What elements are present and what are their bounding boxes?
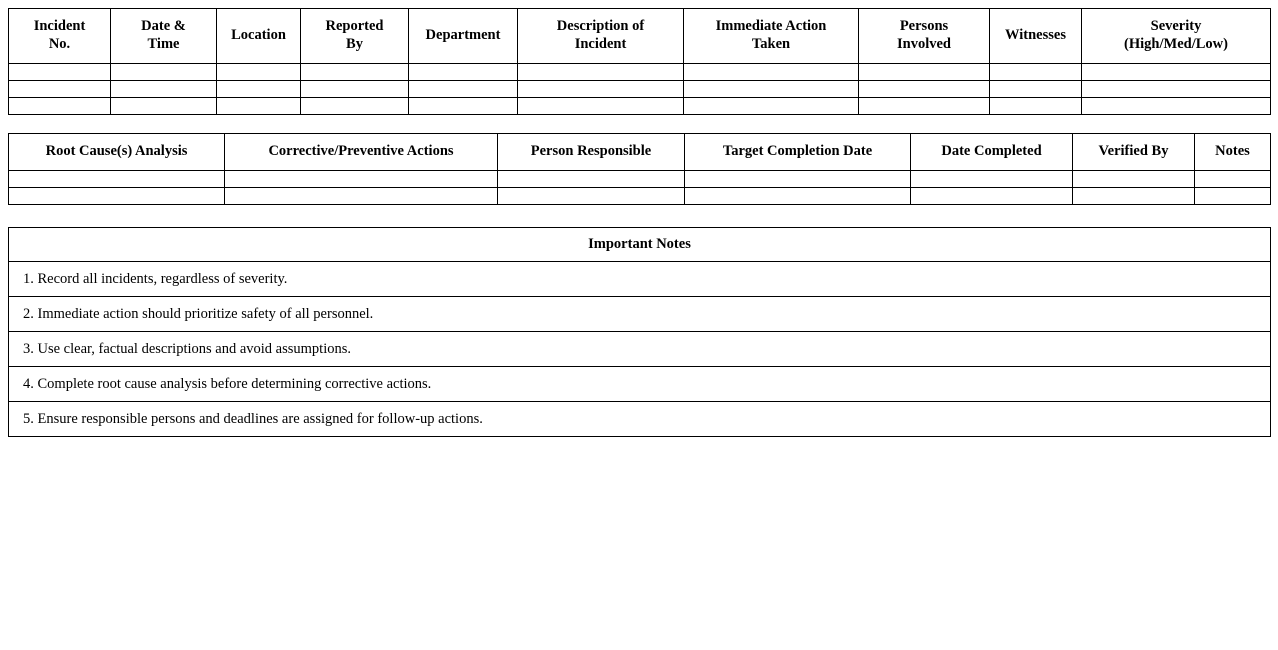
cell-persons-involved[interactable]: [859, 64, 990, 81]
cell-immediate-action[interactable]: [684, 64, 859, 81]
rootcause-col-notes: Notes: [1195, 134, 1271, 171]
incident-col-description: [518, 9, 684, 64]
cell-location[interactable]: [217, 81, 301, 98]
list-item: [9, 402, 1271, 437]
cell-description[interactable]: [518, 98, 684, 115]
cell-persons-involved[interactable]: [859, 98, 990, 115]
notes-header-row: [9, 228, 1271, 262]
rootcause-col-person-responsible: Person Responsible: [498, 134, 685, 171]
cell-root-cause[interactable]: [9, 188, 225, 205]
header-line-1: Location: [231, 27, 286, 44]
rootcause-header-row: [9, 134, 1271, 171]
cell-root-cause[interactable]: [9, 171, 225, 188]
rootcause-col-corrective-actions: Corrective/Preventive Actions: [225, 134, 498, 171]
cell-location[interactable]: [217, 64, 301, 81]
form-sheet: [8, 8, 1270, 437]
cell-incident-no[interactable]: [9, 81, 111, 98]
incident-col-witnesses: [990, 9, 1082, 64]
note-item-5: 5. Ensure responsible persons and deadlines are assigned for follow-up actions.: [9, 402, 1271, 437]
cell-department[interactable]: [409, 64, 518, 81]
header-line-1: Description of: [556, 18, 645, 35]
incident-col-reported-by: [301, 9, 409, 64]
header-line-2: Involved: [897, 36, 951, 52]
header-line-1: Persons: [899, 18, 949, 35]
cell-persons-involved[interactable]: [859, 81, 990, 98]
incident-col-severity: [1082, 9, 1271, 64]
list-item: [9, 332, 1271, 367]
header-line-2: Incident: [574, 36, 627, 52]
cell-incident-no[interactable]: [9, 98, 111, 115]
header-line-1: Severity: [1150, 18, 1202, 35]
header-line-1: Incident: [33, 18, 86, 35]
section-spacer: [8, 115, 1270, 133]
cell-witnesses[interactable]: [990, 98, 1082, 115]
header-line-2: Taken: [751, 36, 791, 52]
cell-date-completed[interactable]: [911, 188, 1073, 205]
cell-notes[interactable]: [1195, 171, 1271, 188]
important-notes-table: [8, 227, 1271, 437]
cell-description[interactable]: [518, 64, 684, 81]
rootcause-col-date-completed: Date Completed: [911, 134, 1073, 171]
cell-verified-by[interactable]: [1073, 188, 1195, 205]
note-item-4: 4. Complete root cause analysis before determining corrective actions.: [9, 367, 1271, 402]
incident-col-persons-involved: [859, 9, 990, 64]
incident-col-incident-no: [9, 9, 111, 64]
cell-verified-by[interactable]: [1073, 171, 1195, 188]
rootcause-col-target-completion-date: Target Completion Date: [685, 134, 911, 171]
header-line-2: Time: [147, 36, 180, 52]
cell-target-completion-date[interactable]: [685, 171, 911, 188]
cell-date-time[interactable]: [111, 98, 217, 115]
cell-date-time[interactable]: [111, 64, 217, 81]
table-row: [9, 98, 1271, 115]
cell-incident-no[interactable]: [9, 64, 111, 81]
cell-reported-by[interactable]: [301, 98, 409, 115]
list-item: [9, 262, 1271, 297]
header-line-2: By: [346, 36, 363, 52]
rootcause-col-verified-by: Verified By: [1073, 134, 1195, 171]
cell-person-responsible[interactable]: [498, 171, 685, 188]
incident-col-location: [217, 9, 301, 64]
table-row: [9, 64, 1271, 81]
incident-header-row: [9, 9, 1271, 64]
header-line-2: (High/Med/Low): [1124, 36, 1228, 52]
table-row: [9, 188, 1271, 205]
cell-date-time[interactable]: [111, 81, 217, 98]
header-line-1: Date &: [141, 18, 186, 35]
incident-log-table: [8, 8, 1271, 115]
cell-department[interactable]: [409, 81, 518, 98]
table-row: [9, 171, 1271, 188]
cell-target-completion-date[interactable]: [685, 188, 911, 205]
incident-col-immediate-action: [684, 9, 859, 64]
cell-immediate-action[interactable]: [684, 98, 859, 115]
table-row: [9, 81, 1271, 98]
cell-reported-by[interactable]: [301, 81, 409, 98]
note-item-1: 1. Record all incidents, regardless of severity.: [9, 262, 1271, 297]
header-line-1: Department: [425, 27, 501, 44]
header-line-1: Reported: [325, 18, 384, 35]
cell-severity[interactable]: [1082, 98, 1271, 115]
cell-severity[interactable]: [1082, 64, 1271, 81]
section-spacer: [8, 205, 1270, 227]
cell-immediate-action[interactable]: [684, 81, 859, 98]
root-cause-table: [8, 133, 1271, 205]
cell-date-completed[interactable]: [911, 171, 1073, 188]
cell-corrective-actions[interactable]: [225, 188, 498, 205]
incident-col-date-time: [111, 9, 217, 64]
header-line-2: No.: [48, 36, 71, 52]
rootcause-col-root-cause: Root Cause(s) Analysis: [9, 134, 225, 171]
header-line-1: Immediate Action: [715, 18, 827, 35]
cell-location[interactable]: [217, 98, 301, 115]
list-item: [9, 367, 1271, 402]
cell-department[interactable]: [409, 98, 518, 115]
note-item-2: 2. Immediate action should prioritize safety of all personnel.: [9, 297, 1271, 332]
incident-col-department: [409, 9, 518, 64]
cell-person-responsible[interactable]: [498, 188, 685, 205]
list-item: [9, 297, 1271, 332]
cell-severity[interactable]: [1082, 81, 1271, 98]
cell-witnesses[interactable]: [990, 81, 1082, 98]
header-line-1: Witnesses: [1005, 27, 1066, 44]
cell-corrective-actions[interactable]: [225, 171, 498, 188]
cell-description[interactable]: [518, 81, 684, 98]
note-item-3: 3. Use clear, factual descriptions and avoid assumptions.: [9, 332, 1271, 367]
important-notes-heading: Important Notes: [9, 228, 1271, 262]
cell-witnesses[interactable]: [990, 64, 1082, 81]
cell-notes[interactable]: [1195, 188, 1271, 205]
cell-reported-by[interactable]: [301, 64, 409, 81]
